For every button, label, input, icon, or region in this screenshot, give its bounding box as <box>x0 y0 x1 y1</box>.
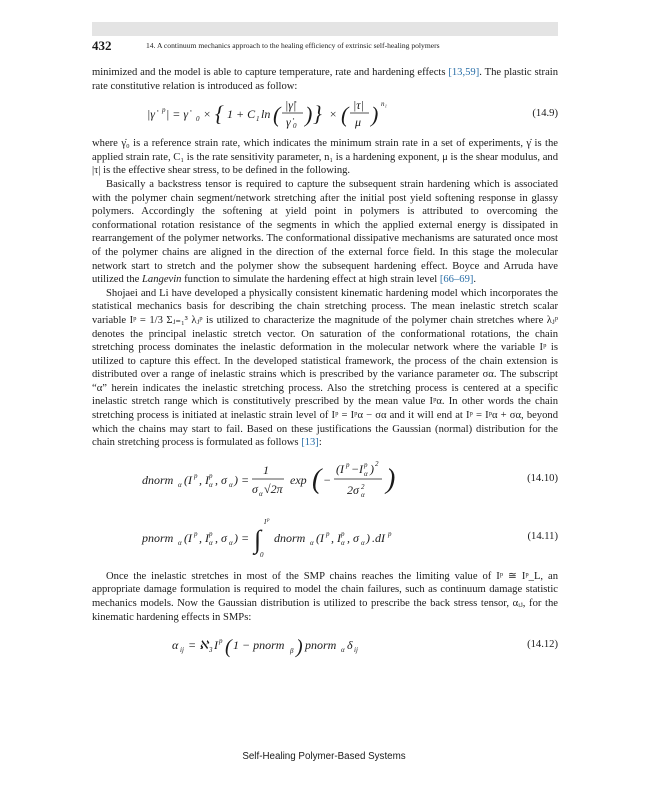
svg-text:, I: , I <box>331 530 341 545</box>
page-header <box>92 38 558 54</box>
svg-text:2σ: 2σ <box>347 482 359 497</box>
paragraph-4 <box>92 287 558 450</box>
svg-text:ij: ij <box>180 646 184 655</box>
svg-text:|γ̇: |γ̇ <box>147 107 156 122</box>
equation-14-9-body <box>92 97 498 131</box>
paragraph-3 <box>92 178 558 287</box>
svg-text:p: p <box>219 637 223 646</box>
svg-text:| = γ̇: | = γ̇ <box>166 107 189 122</box>
svg-text:exp: exp <box>290 472 307 487</box>
svg-text:pnorm: pnorm <box>305 638 337 653</box>
paragraph-1-text: minimized and the model is able to capture temperature, rate and hardening effects <box>92 67 446 78</box>
equation-14-11-formula <box>140 512 450 564</box>
equation-14-10 <box>92 454 558 506</box>
svg-text:δ: δ <box>347 638 353 653</box>
equation-14-9-formula <box>145 97 445 131</box>
paragraph-3-text3: . <box>473 274 477 286</box>
svg-text:.dI: .dI <box>372 530 385 545</box>
paragraph-2: where γ̇₀ is a reference strain rate, which indicates the minimum strain rate in a set of experiments, γ̇ is the applied strain rate, C₁ is the rate sensitivity parameter, n₁ is a hardening exponent, μ is the shear modulus, and |τ| is the effective shear stress, to be defined in the following. <box>92 138 558 177</box>
svg-text:dnorm: dnorm <box>142 472 174 487</box>
paragraph-3-text2: function to simulate the hardening effect at high strain level <box>181 274 440 286</box>
svg-text:(I: (I <box>184 530 192 545</box>
svg-text:(I: (I <box>336 461 344 476</box>
svg-text:×: × <box>203 107 212 122</box>
svg-text:dnorm: dnorm <box>274 530 306 545</box>
svg-text:) =: ) = <box>234 472 250 487</box>
svg-text:|γ̇|: |γ̇| <box>285 98 297 113</box>
svg-text:α: α <box>341 538 345 547</box>
svg-text:σ: σ <box>252 481 258 496</box>
svg-text:): ) <box>386 463 396 495</box>
svg-text:p: p <box>267 517 270 523</box>
svg-text:|τ|: |τ| <box>353 98 364 113</box>
svg-text:−: − <box>351 461 360 476</box>
langevin-term: Langevin <box>142 274 182 286</box>
svg-text:α: α <box>259 489 263 498</box>
equation-14-10-formula <box>140 454 450 506</box>
svg-text:pnorm: pnorm <box>142 530 174 545</box>
svg-text:2: 2 <box>361 482 365 491</box>
svg-text:1: 1 <box>263 462 269 477</box>
svg-text:α: α <box>178 538 182 547</box>
svg-text:): ) <box>305 102 313 128</box>
svg-text:, σ: , σ <box>347 530 359 545</box>
equation-14-10-body <box>92 454 498 506</box>
citation-66-69[interactable]: [66–69] <box>439 274 474 286</box>
svg-text:I: I <box>264 517 267 526</box>
svg-text:p: p <box>162 106 166 115</box>
svg-text:α: α <box>229 480 233 489</box>
svg-text:, I: , I <box>199 530 209 545</box>
book-title-footer: Self-Healing Polymer-Based Systems <box>242 751 406 762</box>
equation-14-11-body <box>92 512 498 564</box>
svg-text:, I: , I <box>199 472 209 487</box>
svg-text:0: 0 <box>293 122 297 131</box>
citation-13[interactable]: [13] <box>301 437 319 449</box>
svg-text:(: ( <box>273 102 281 128</box>
svg-text:, σ: , σ <box>215 530 227 545</box>
svg-text:2: 2 <box>375 459 379 468</box>
svg-text:3: 3 <box>209 646 213 655</box>
svg-text:I: I <box>214 638 218 653</box>
page-number: 432 <box>92 38 112 53</box>
svg-text:α: α <box>310 538 314 547</box>
svg-text:α: α <box>361 490 365 499</box>
svg-text:): ) <box>366 530 370 545</box>
equation-14-12-body <box>92 628 498 662</box>
paragraph-5: Once the inelastic stretches in most of the SMP chains reaches the limiting value of Iᵖ ≅ Iᵖ_L, an appropriate damage formulation is required to model the chain failures, such as continuum damage statistic mechanics models. Now the Gaussian distribution is utilized to prescribe the back stress tensor, αᵢⱼ, for the kinematic hardening effects in SMPs: <box>92 570 558 623</box>
svg-text:α: α <box>178 480 182 489</box>
svg-text:1 − pnorm: 1 − pnorm <box>233 638 285 653</box>
svg-text:β: β <box>290 647 294 656</box>
svg-text:√2π: √2π <box>264 481 283 496</box>
svg-text:, σ: , σ <box>215 472 227 487</box>
equation-14-12-number: (14.12) <box>527 639 558 651</box>
svg-text:−: − <box>323 472 332 487</box>
svg-text:): ) <box>371 102 379 128</box>
svg-text:n₁: n₁ <box>381 100 387 109</box>
running-head: 14. A continuum mechanics approach to the healing efficiency of extrinsic self-healing polymers <box>146 41 440 50</box>
equation-14-12 <box>92 628 558 662</box>
equation-14-9 <box>92 97 558 131</box>
equation-14-11 <box>92 512 558 564</box>
svg-text:(: ( <box>225 636 232 659</box>
svg-text:0: 0 <box>196 115 200 124</box>
svg-text:{: { <box>215 101 224 127</box>
svg-text:p: p <box>388 529 392 538</box>
svg-text:γ̇: γ̇ <box>286 115 291 130</box>
svg-text:×: × <box>329 107 338 122</box>
svg-text:1 + C: 1 + C <box>227 107 256 122</box>
svg-text:α: α <box>364 469 368 478</box>
svg-text:α: α <box>172 638 179 653</box>
svg-text:α: α <box>361 538 365 547</box>
svg-text:p: p <box>341 529 345 538</box>
svg-text:): ) <box>370 461 374 476</box>
paragraph-4-text: Shojaei and Li have developed a physically consistent kinematic hardening model which incorporates the statistical mechanics basis for describing the chain stretching process. The mean inelastic stretch scalar variable Iᵖ = 1/3 Σⱼ₌₁³ λⱼᵖ is utilized to characterize the magnitude of the polymer chain stretches where λⱼᵖ denotes the principal inelastic stretch vector. On saturation of the conformational rotations, the chain stretching process dominates the inelastic deformation in the molecular network where the variable Iᵖ is utilized to capture this effect. In the developed statistical framework, the process of the chain extension is distributed over a range of inelastic strains which is prescribed by the variance parameter σα. The subscript “α” herein indicates the inelastic stretching process. Also the stretching process is centered at a specific inelastic stretch range which is constitutively prescribed by the mean value Iᵖα. In other words the chain stretching process is initiated at inelastic strain level of Iᵖ = Iᵖα − σα and it will end at Iᵖ = Iᵖα + σα, beyond which the chains may start to fail. Based on these justifications the Gaussian (normal) distribution for the chain stretching process is formulated as follows <box>92 287 558 449</box>
svg-text:1: 1 <box>256 115 260 124</box>
equation-14-9-number: (14.9) <box>532 108 558 120</box>
svg-text:p: p <box>194 471 198 480</box>
svg-text:∫: ∫ <box>254 524 262 554</box>
svg-text:= ℵ: = ℵ <box>188 638 209 653</box>
svg-text:α: α <box>209 538 213 547</box>
equation-14-11-number: (14.11) <box>527 530 558 542</box>
equation-14-12-formula <box>170 628 420 662</box>
svg-text:(I: (I <box>316 530 324 545</box>
svg-text:I: I <box>359 461 363 476</box>
citation-13-59[interactable]: [13,59] <box>448 67 480 78</box>
svg-text:): ) <box>296 636 303 659</box>
svg-text:p: p <box>194 529 198 538</box>
svg-text:p: p <box>346 460 350 469</box>
svg-text:p: p <box>209 529 213 538</box>
svg-text:α: α <box>229 538 233 547</box>
svg-text:ij: ij <box>354 646 358 655</box>
svg-text:p: p <box>209 471 213 480</box>
header-bar <box>92 22 558 36</box>
paragraph-1 <box>92 66 558 93</box>
svg-text:α: α <box>341 646 345 655</box>
paragraph-1-text2: . The plastic strain rate constitutive relation is introduced as follow: <box>92 67 559 92</box>
svg-text:(I: (I <box>184 472 192 487</box>
equation-14-10-number: (14.10) <box>527 472 558 484</box>
svg-text:ln: ln <box>261 107 271 122</box>
svg-text:0: 0 <box>260 550 264 559</box>
svg-text:α: α <box>209 480 213 489</box>
svg-text:μ: μ <box>355 115 362 130</box>
svg-text:p: p <box>364 460 368 469</box>
svg-text:(: ( <box>312 463 322 495</box>
svg-text:) =: ) = <box>234 530 250 545</box>
paragraph-3-text: Basically a backstress tensor is required to capture the subsequent strain hardening which is associated with the polymer chain segment/network stretching after the initial post yield softening response in glassy polymers. Accordingly the softening at yield point in polymers is attributed to overcoming the conformational rotation resistance of the segments in which the applied external energy is dissipated in rearrangement of the polymer networks. The conformational dissipative mechanisms are saturated once most of the polymer chains are aligned in the direction of the external force field. In this stage the molecular network start to stretch and the polymer show the subsequent hardening effect. Boyce and Arruda have utilized the <box>92 178 558 286</box>
paragraph-4-text2: : <box>318 437 322 449</box>
svg-text:(: ( <box>341 102 349 128</box>
svg-text:}: } <box>313 101 322 127</box>
page-body <box>92 66 558 668</box>
svg-text:p: p <box>326 529 330 538</box>
